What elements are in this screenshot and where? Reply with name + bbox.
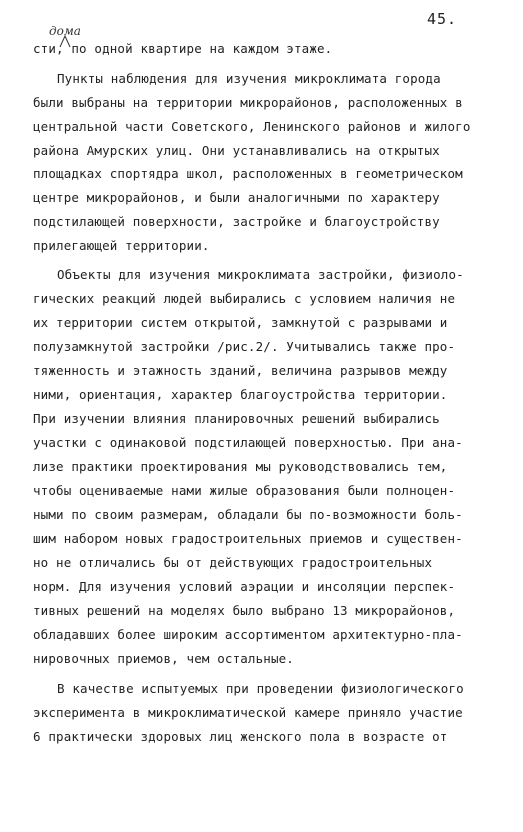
text-line: были выбраны на территории микрорайонов, расположенных в <box>33 95 463 110</box>
text-line: нировочных приемов, чем остальные. <box>33 651 294 666</box>
handwritten-insertion: дома <box>49 24 81 38</box>
text-line: ними, ориентация, характер благоустройства территории. <box>33 387 448 402</box>
text-line: чтобы оцениваемые нами жилые образования были полноцен- <box>33 483 456 498</box>
text-line: участки с одинаковой подстилающей поверхностью. При ана- <box>33 435 463 450</box>
text-line: площадках спортядра школ, расположенных в геометрическом <box>33 166 463 181</box>
text-line: эксперимента в микроклиматической камере приняло участие <box>33 705 463 720</box>
page-number: 45. <box>427 10 458 28</box>
text-line: их территории систем открытой, замкнутой с разрывами и <box>33 315 448 330</box>
text-line: но не отличались бы от действующих градостроительных <box>33 555 433 570</box>
text-line: Объекты для изучения микроклимата застройки, физиоло- <box>57 267 464 282</box>
text-line: подстилающей поверхности, застройке и благоустройству <box>33 214 440 229</box>
text-line: полузамкнутой застройки /рис.2/. Учитывались также про- <box>33 339 456 354</box>
text-line: тивных решений на моделях было выбрано 13 микрорайонов, <box>33 603 456 618</box>
text-line: обладавших более широким ассортиментом архитектурно-пла- <box>33 627 463 642</box>
text-line: прилегающей территории. <box>33 238 210 253</box>
text-line: лизе практики проектирования мы руководствовались тем, <box>33 459 448 474</box>
text-line: 6 практически здоровых лиц женского пола в возрасте от <box>33 729 448 744</box>
text-line: центральной части Советского, Ленинского районов и жилого <box>33 119 471 134</box>
text-line: Пункты наблюдения для изучения микроклимата города <box>57 71 441 86</box>
text-line: центре микрорайонов, и были аналогичными по характеру <box>33 190 440 205</box>
text-line: тяженность и этажность зданий, величина разрывов между <box>33 363 448 378</box>
text-line: гических реакций людей выбирались с условием наличия не <box>33 291 456 306</box>
text-line: При изучении влияния планировочных решений выбирались <box>33 411 440 426</box>
text-line: шим набором новых градостроительных приемов и существен- <box>33 531 463 546</box>
text-line: норм. Для изучения условий аэрации и инсоляции перспек- <box>33 579 456 594</box>
text-line: сти, по одной квартире на каждом этаже. <box>33 41 333 56</box>
text-line: района Амурских улиц. Они устанавливались на открытых <box>33 143 440 158</box>
text-line: ными по своим размерам, обладали бы по-возможности боль- <box>33 507 463 522</box>
text-line: В качестве испытуемых при проведении физиологического <box>57 681 464 696</box>
